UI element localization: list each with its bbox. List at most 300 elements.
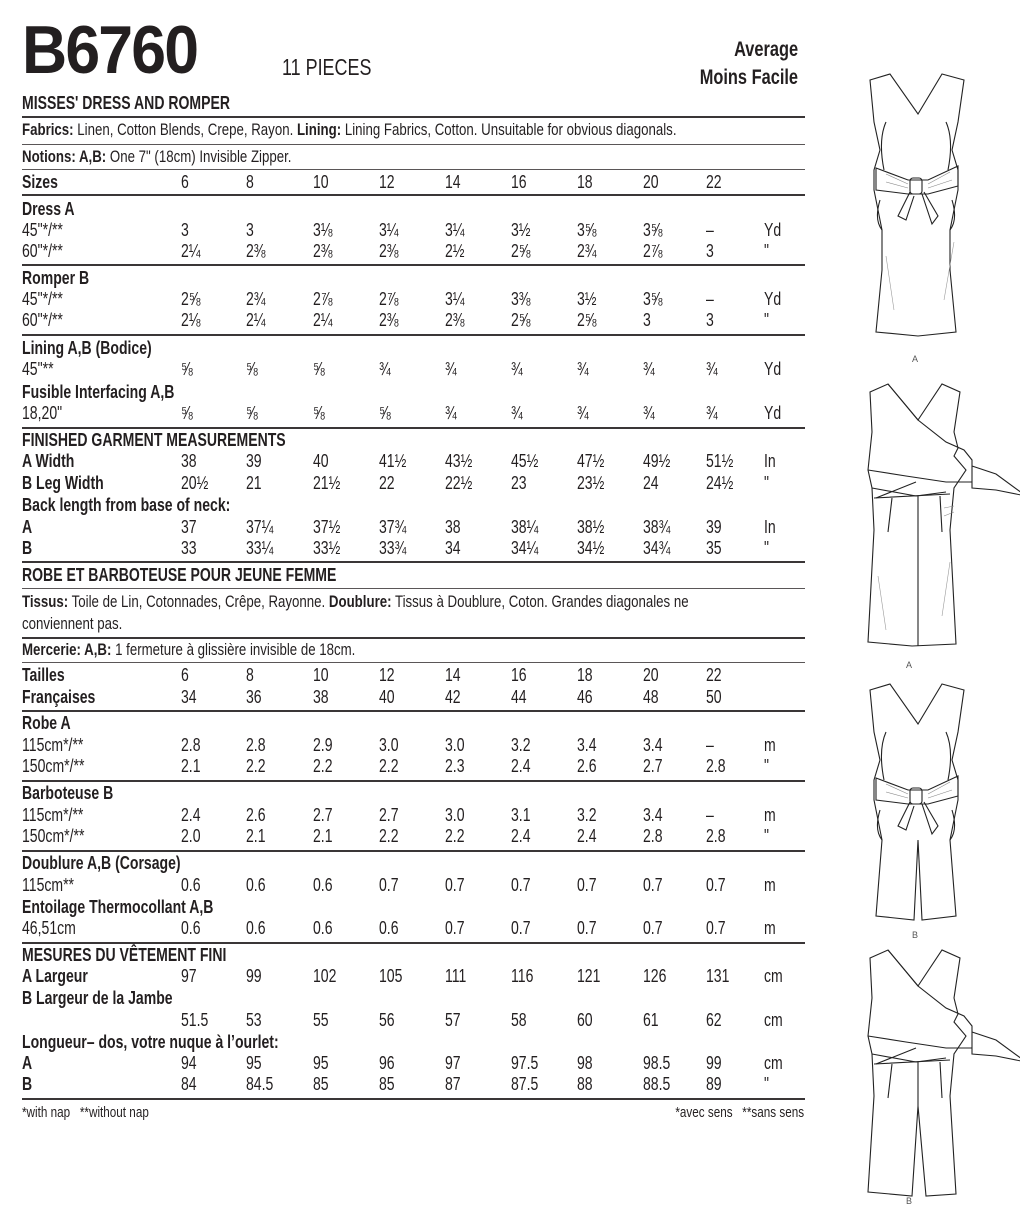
- group-heading: Lining A,B (Bodice): [22, 338, 152, 358]
- row-label: 115cm*/**: [22, 735, 84, 755]
- group-heading: Doublure A,B (Corsage): [22, 853, 181, 873]
- cell-value: 0.6: [181, 918, 201, 938]
- cell-value: 23½: [577, 473, 605, 493]
- cell-value: 3: [181, 220, 189, 240]
- cell-value: 53: [246, 1010, 262, 1030]
- cell-value: 2.8: [706, 756, 726, 776]
- cell-value: 40: [313, 451, 329, 471]
- cell-value: –: [706, 735, 714, 755]
- cell-value: 38¼: [511, 517, 539, 537]
- cell-value: 34: [181, 687, 197, 707]
- cell-value: 89: [706, 1074, 722, 1094]
- divider: [22, 850, 805, 852]
- cell-value: 0.6: [313, 875, 333, 895]
- cell-value: 33½: [313, 538, 341, 558]
- cell-value: 20: [643, 665, 659, 685]
- row-label: B: [22, 1074, 33, 1094]
- cell-value: 0.7: [511, 875, 531, 895]
- fabrics-line: Fabrics: Linen, Cotton Blends, Crepe, Rayon. Lining: Lining Fabrics, Cotton. Unsuitable for obvious diagonals.: [22, 120, 677, 139]
- cell-value: 2⅝: [577, 310, 597, 330]
- illustration-romper-back: [846, 946, 1020, 1206]
- cell-value: 0.6: [313, 918, 333, 938]
- cell-value: 40: [379, 687, 395, 707]
- cell-value: 51.5: [181, 1010, 209, 1030]
- divider: [22, 588, 805, 589]
- row-label: Tailles: [22, 665, 65, 685]
- cell-value: 2.2: [246, 756, 266, 776]
- cell-value: 51½: [706, 451, 734, 471]
- cell-value: 3.0: [445, 805, 465, 825]
- row-label: Françaises: [22, 687, 96, 707]
- table-row: [0, 756, 820, 777]
- cell-value: 43½: [445, 451, 473, 471]
- section-heading: MESURES DU VÊTEMENT FINI: [22, 945, 227, 965]
- cell-value: 2.2: [379, 826, 399, 846]
- cell-value: 3: [246, 220, 254, 240]
- cell-value: 8: [246, 665, 254, 685]
- cell-value: ¾: [577, 403, 589, 423]
- table-row: [0, 1053, 820, 1074]
- unit-label: ": [764, 826, 769, 846]
- cell-value: ⅝: [246, 403, 258, 423]
- cell-value: 16: [511, 172, 527, 192]
- cell-value: 3.1: [511, 805, 531, 825]
- unit-label: m: [764, 805, 776, 825]
- cell-value: 38: [181, 451, 197, 471]
- cell-value: 85: [313, 1074, 329, 1094]
- cell-value: 2.3: [445, 756, 465, 776]
- cell-value: 3.4: [577, 735, 597, 755]
- cell-value: 0.7: [445, 875, 465, 895]
- illustration-dress-front: [846, 70, 986, 364]
- pattern-title: MISSES' DRESS AND ROMPER: [22, 93, 230, 113]
- mercerie-line: Mercerie: A,B: 1 fermeture à glissière invisible de 18cm.: [22, 640, 356, 659]
- cell-value: 0.6: [181, 875, 201, 895]
- cell-value: ¾: [445, 359, 457, 379]
- cell-value: 3.0: [445, 735, 465, 755]
- cell-value: 39: [246, 451, 262, 471]
- unit-label: Yd: [764, 403, 782, 423]
- cell-value: 47½: [577, 451, 605, 471]
- pattern-number: B6760: [22, 12, 198, 88]
- group-heading: Romper B: [22, 268, 90, 288]
- cell-value: 2.6: [246, 805, 266, 825]
- cell-value: 34: [445, 538, 461, 558]
- table-row: [0, 359, 820, 380]
- cell-value: 14: [445, 172, 461, 192]
- row-label: 150cm*/**: [22, 756, 85, 776]
- cell-value: ⅝: [246, 359, 258, 379]
- cell-value: 2⅞: [643, 241, 663, 261]
- cell-value: 37½: [313, 517, 341, 537]
- piece-count: 11 PIECES: [282, 54, 372, 80]
- cell-value: 0.6: [246, 875, 266, 895]
- cell-value: 97: [181, 966, 197, 986]
- cell-value: 22½: [445, 473, 473, 493]
- table-row: [0, 310, 820, 331]
- cell-value: 37: [181, 517, 197, 537]
- cell-value: 34¾: [643, 538, 671, 558]
- cell-value: 61: [643, 1010, 659, 1030]
- row-label: Sizes: [22, 172, 58, 192]
- cell-value: 3½: [577, 289, 597, 309]
- group-heading: B Largeur de la Jambe: [22, 988, 173, 1008]
- cell-value: 2.2: [379, 756, 399, 776]
- tissus-line: Tissus: Toile de Lin, Cotonnades, Crêpe, Rayonne. Doublure: Tissus à Doublure, Coton. Grandes diagonales ne: [22, 592, 689, 611]
- cell-value: 24: [643, 473, 659, 493]
- cell-value: 2.2: [445, 826, 465, 846]
- cell-value: 49½: [643, 451, 671, 471]
- cell-value: ¾: [643, 359, 655, 379]
- unit-label: cm: [764, 966, 783, 986]
- cell-value: 14: [445, 665, 461, 685]
- cell-value: 2⅝: [511, 310, 531, 330]
- cell-value: 18: [577, 665, 593, 685]
- row-label: A Width: [22, 451, 75, 471]
- cell-value: 62: [706, 1010, 722, 1030]
- unit-label: m: [764, 875, 776, 895]
- cell-value: 24½: [706, 473, 734, 493]
- cell-value: 99: [706, 1053, 722, 1073]
- cell-value: 3.2: [577, 805, 597, 825]
- cell-value: 2¾: [577, 241, 597, 261]
- cell-value: 2.9: [313, 735, 333, 755]
- divider: [22, 561, 805, 563]
- cell-value: 2.8: [706, 826, 726, 846]
- divider: [22, 662, 805, 663]
- cell-value: 2¼: [313, 310, 333, 330]
- group-heading: Fusible Interfacing A,B: [22, 382, 175, 402]
- cell-value: 20: [643, 172, 659, 192]
- cell-value: ¾: [511, 359, 523, 379]
- tissus-line-2: conviennent pas.: [22, 614, 123, 633]
- cell-value: 0.7: [511, 918, 531, 938]
- divider: [22, 264, 805, 266]
- cell-value: 88.5: [643, 1074, 671, 1094]
- illustration-romper-front: [846, 680, 986, 940]
- cell-value: 97.5: [511, 1053, 539, 1073]
- cell-value: 37¾: [379, 517, 407, 537]
- divider: [22, 710, 805, 712]
- cell-value: 121: [577, 966, 601, 986]
- footnote-french: *avec sens **sans sens: [675, 1104, 804, 1121]
- cell-value: ¾: [643, 403, 655, 423]
- cell-value: 2.0: [181, 826, 201, 846]
- cell-value: ¾: [577, 359, 589, 379]
- cell-value: 0.7: [577, 918, 597, 938]
- table-row: [0, 451, 820, 472]
- cell-value: 10: [313, 172, 329, 192]
- cell-value: 38: [445, 517, 461, 537]
- row-label: 45"*/**: [22, 289, 63, 309]
- cell-value: –: [706, 220, 714, 240]
- cell-value: 87.5: [511, 1074, 539, 1094]
- cell-value: 3¼: [445, 220, 465, 240]
- cell-value: 84.5: [246, 1074, 274, 1094]
- cell-value: ¾: [706, 403, 718, 423]
- row-label: B: [22, 538, 33, 558]
- cell-value: 12: [379, 172, 395, 192]
- table-row: [0, 966, 820, 987]
- notions-line: Notions: A,B: One 7" (18cm) Invisible Zipper.: [22, 147, 292, 166]
- row-label: 45"*/**: [22, 220, 63, 240]
- cell-value: 2.4: [511, 826, 531, 846]
- unit-label: Yd: [764, 289, 782, 309]
- cell-value: 3.2: [511, 735, 531, 755]
- cell-value: 2¾: [246, 289, 266, 309]
- cell-value: 2.8: [246, 735, 266, 755]
- cell-value: 56: [379, 1010, 395, 1030]
- cell-value: 50: [706, 687, 722, 707]
- divider: [22, 334, 805, 336]
- unit-label: ": [764, 310, 769, 330]
- unit-label: Yd: [764, 220, 782, 240]
- cell-value: 21: [246, 473, 262, 493]
- cell-value: 39: [706, 517, 722, 537]
- row-label: 46,51cm: [22, 918, 76, 938]
- group-heading: Longueur– dos, votre nuque à l’ourlet:: [22, 1032, 279, 1052]
- table-row: [0, 1074, 820, 1095]
- cell-value: 0.7: [643, 875, 663, 895]
- cell-value: 6: [181, 665, 189, 685]
- cell-value: 0.7: [643, 918, 663, 938]
- cell-value: 95: [246, 1053, 262, 1073]
- divider: [22, 780, 805, 782]
- cell-value: 2.6: [577, 756, 597, 776]
- cell-value: 0.7: [577, 875, 597, 895]
- cell-value: 34½: [577, 538, 605, 558]
- cell-value: 0.7: [379, 875, 399, 895]
- cell-value: 48: [643, 687, 659, 707]
- cell-value: ⅝: [181, 359, 193, 379]
- cell-value: 3¼: [445, 289, 465, 309]
- cell-value: 2⅞: [313, 289, 333, 309]
- cell-value: 84: [181, 1074, 197, 1094]
- cell-value: 18: [577, 172, 593, 192]
- cell-value: 105: [379, 966, 403, 986]
- cell-value: 2⅛: [181, 310, 201, 330]
- row-label: B Leg Width: [22, 473, 104, 493]
- cell-value: ¾: [706, 359, 718, 379]
- cell-value: 42: [445, 687, 461, 707]
- cell-value: 2.4: [181, 805, 201, 825]
- cell-value: 85: [379, 1074, 395, 1094]
- unit-label: ": [764, 1074, 769, 1094]
- table-row: [0, 875, 820, 896]
- section-heading: FINISHED GARMENT MEASUREMENTS: [22, 430, 286, 450]
- unit-label: m: [764, 918, 776, 938]
- cell-value: 3¼: [379, 220, 399, 240]
- cell-value: 2⅜: [379, 241, 399, 261]
- cell-value: 0.7: [445, 918, 465, 938]
- cell-value: 2.1: [313, 826, 333, 846]
- row-label: 115cm**: [22, 875, 75, 895]
- cell-value: 33¾: [379, 538, 407, 558]
- cell-value: 2⅝: [511, 241, 531, 261]
- unit-label: Yd: [764, 359, 782, 379]
- group-heading: Back length from base of neck:: [22, 495, 231, 515]
- cell-value: 116: [511, 966, 534, 986]
- cell-value: 2.1: [181, 756, 201, 776]
- group-heading: Dress A: [22, 199, 75, 219]
- cell-value: 23: [511, 473, 527, 493]
- cell-value: ¾: [379, 359, 391, 379]
- cell-value: 2.7: [643, 756, 663, 776]
- cell-value: 2.7: [379, 805, 399, 825]
- difficulty-en: Average: [733, 38, 798, 61]
- divider: [22, 942, 805, 944]
- cell-value: 2.8: [181, 735, 201, 755]
- cell-value: 3⅛: [313, 220, 333, 240]
- unit-label: ": [764, 756, 769, 776]
- cell-value: 3: [706, 310, 714, 330]
- cell-value: ⅝: [181, 403, 193, 423]
- cell-value: 0.6: [379, 918, 399, 938]
- cell-value: ¾: [445, 403, 457, 423]
- group-heading: Robe A: [22, 713, 71, 733]
- cell-value: 41½: [379, 451, 407, 471]
- cell-value: 57: [445, 1010, 461, 1030]
- cell-value: 98: [577, 1053, 593, 1073]
- table-row: [0, 403, 820, 424]
- cell-value: 95: [313, 1053, 329, 1073]
- cell-value: 2.4: [511, 756, 531, 776]
- unit-label: ": [764, 241, 769, 261]
- cell-value: 3⅝: [643, 289, 663, 309]
- cell-value: 3.4: [643, 805, 663, 825]
- cell-value: 3⅝: [643, 220, 663, 240]
- row-label: 115cm*/**: [22, 805, 84, 825]
- table-row: [0, 517, 820, 538]
- cell-value: 45½: [511, 451, 539, 471]
- cell-value: ⅝: [313, 403, 325, 423]
- row-label: 150cm*/**: [22, 826, 85, 846]
- cell-value: 2⅜: [246, 241, 266, 261]
- cell-value: 35: [706, 538, 722, 558]
- cell-value: 60: [577, 1010, 593, 1030]
- figure-label: B: [906, 1196, 913, 1206]
- cell-value: 37¼: [246, 517, 274, 537]
- cell-value: 44: [511, 687, 527, 707]
- cell-value: 2⅜: [445, 310, 465, 330]
- divider: [22, 427, 805, 429]
- cell-value: 3.0: [379, 735, 399, 755]
- cell-value: 99: [246, 966, 262, 986]
- unit-label: In: [764, 517, 776, 537]
- cell-value: 2⅜: [313, 241, 333, 261]
- cell-value: 34¼: [511, 538, 539, 558]
- group-heading: Entoilage Thermocollant A,B: [22, 897, 214, 917]
- cell-value: 2¼: [246, 310, 266, 330]
- cell-value: 10: [313, 665, 329, 685]
- sizes-row: [0, 172, 820, 193]
- cell-value: 16: [511, 665, 527, 685]
- cell-value: –: [706, 289, 714, 309]
- divider: [22, 116, 805, 118]
- cell-value: 2.2: [313, 756, 333, 776]
- divider: [22, 169, 805, 170]
- row-label: 18,20": [22, 403, 63, 423]
- cell-value: 36: [246, 687, 262, 707]
- cell-value: 2½: [445, 241, 465, 261]
- cell-value: –: [706, 805, 714, 825]
- table-row: [0, 918, 820, 939]
- cell-value: 38½: [577, 517, 605, 537]
- row-label: A: [22, 1053, 33, 1073]
- cell-value: 0.7: [706, 918, 726, 938]
- cell-value: 2¼: [181, 241, 201, 261]
- unit-label: ": [764, 538, 769, 558]
- section-heading-french: ROBE ET BARBOTEUSE POUR JEUNE FEMME: [22, 565, 337, 585]
- cell-value: 12: [379, 665, 395, 685]
- cell-value: 2.1: [246, 826, 266, 846]
- row-label: A Largeur: [22, 966, 88, 986]
- table-row: [0, 241, 820, 262]
- cell-value: 38: [313, 687, 329, 707]
- cell-value: 0.6: [246, 918, 266, 938]
- cell-value: 2⅞: [379, 289, 399, 309]
- cell-value: 0.7: [706, 875, 726, 895]
- figure-label: B: [912, 930, 919, 940]
- cell-value: 3: [706, 241, 714, 261]
- divider: [22, 144, 805, 145]
- row-label: 45"**: [22, 359, 54, 379]
- cell-value: 46: [577, 687, 593, 707]
- cell-value: 102: [313, 966, 337, 986]
- group-heading: Barboteuse B: [22, 783, 114, 803]
- cell-value: 55: [313, 1010, 329, 1030]
- sizes-row: [0, 665, 820, 686]
- table-row: [0, 1010, 820, 1031]
- cell-value: 22: [379, 473, 395, 493]
- cell-value: 22: [706, 172, 722, 192]
- table-row: [0, 735, 820, 756]
- cell-value: 97: [445, 1053, 461, 1073]
- cell-value: 2.7: [313, 805, 333, 825]
- cell-value: 3: [643, 310, 651, 330]
- cell-value: 2⅝: [181, 289, 201, 309]
- figure-label: A: [912, 354, 919, 364]
- unit-label: In: [764, 451, 776, 471]
- divider: [22, 1098, 805, 1100]
- cell-value: 88: [577, 1074, 593, 1094]
- cell-value: 21½: [313, 473, 341, 493]
- table-row: [0, 826, 820, 847]
- unit-label: m: [764, 735, 776, 755]
- table-row: [0, 805, 820, 826]
- cell-value: 87: [445, 1074, 461, 1094]
- cell-value: 126: [643, 966, 667, 986]
- cell-value: 38¾: [643, 517, 671, 537]
- cell-value: 96: [379, 1053, 395, 1073]
- table-row: [0, 220, 820, 241]
- table-row: [0, 538, 820, 559]
- cell-value: ⅝: [379, 403, 391, 423]
- cell-value: 111: [445, 966, 467, 986]
- cell-value: 2.4: [577, 826, 597, 846]
- cell-value: 2.8: [643, 826, 663, 846]
- divider: [22, 637, 805, 639]
- cell-value: 3⅜: [511, 289, 531, 309]
- figure-label: A: [906, 660, 913, 670]
- difficulty-fr: Moins Facile: [699, 66, 798, 89]
- unit-label: cm: [764, 1010, 783, 1030]
- footnote-english: *with nap **without nap: [22, 1104, 149, 1121]
- unit-label: cm: [764, 1053, 783, 1073]
- cell-value: 2⅜: [379, 310, 399, 330]
- cell-value: 3⅝: [577, 220, 597, 240]
- cell-value: 33¼: [246, 538, 274, 558]
